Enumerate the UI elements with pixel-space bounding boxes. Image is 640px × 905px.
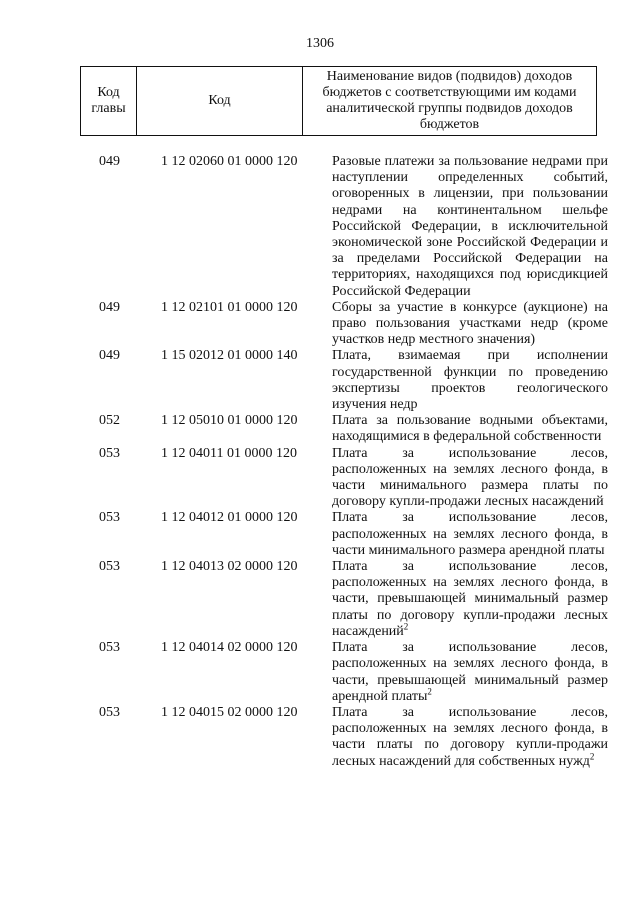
name-text: Сборы за участие в конкурсе (аукционе) на право пользования участками недр (кроме участков недр местного значения)	[332, 299, 608, 348]
name-text: Плата за использование лесов, расположенных на землях лесного фонда, в части платы по договору купли-продажи лесных насаждений для собственных нужд	[332, 704, 608, 769]
table-row	[0, 510, 640, 559]
footnote-mark: 2	[403, 621, 409, 632]
code-cell: 1 12 04013 02 0000 120	[161, 559, 298, 575]
chapter-code-cell: 053	[99, 640, 120, 656]
chapter-code-cell: 053	[99, 445, 120, 461]
table-row	[0, 413, 640, 445]
name-cell	[321, 705, 608, 770]
name-text: Плата за пользование водными объектами, находящимися в федеральной собственности	[332, 413, 608, 445]
name-text: Плата за использование лесов, расположенных на землях лесного фонда, в части, превышающей минимальный размер арендной платы	[332, 640, 608, 704]
table-body	[0, 154, 640, 770]
chapter-code-cell: 052	[99, 413, 120, 429]
code-cell: 1 12 04011 01 0000 120	[161, 445, 297, 461]
name-cell	[321, 640, 608, 705]
name-cell	[321, 559, 608, 640]
table-row	[0, 705, 640, 770]
chapter-code-cell: 049	[99, 154, 120, 169]
table-header	[80, 66, 597, 136]
code-cell: 1 12 05010 01 0000 120	[161, 413, 298, 429]
name-text: Плата, взимаемая при исполнении государственной функции по проведению экспертизы проектов геологического изучения недр	[332, 348, 608, 413]
name-cell	[321, 510, 608, 559]
chapter-code-cell: 049	[99, 299, 120, 315]
name-cell	[321, 348, 608, 413]
footnote-mark: 2	[427, 686, 432, 697]
chapter-code-cell: 053	[99, 559, 120, 575]
name-text: Разовые платежи за пользование недрами при наступлении определенных событий, оговоренных в лицензии, при пользовании недрами на континентальном шельфе Российской Федерации, в исключительной экономической зоне Российской Федерации и за пределами Российской Федерации на территориях, находящихся под юрисдикцией Российской Федерации	[332, 154, 608, 299]
code-cell: 1 12 02101 01 0000 120	[161, 299, 298, 315]
name-cell	[321, 446, 608, 511]
chapter-code-cell: 053	[99, 510, 120, 526]
chapter-code-cell: 049	[99, 348, 120, 364]
name-cell	[321, 413, 608, 445]
header-chapter-code: Код главы	[81, 67, 137, 136]
chapter-code-cell: 053	[99, 704, 120, 720]
table-row	[0, 640, 640, 705]
header-row	[81, 67, 597, 136]
header-code: Код	[137, 67, 303, 136]
name-text: Плата за использование лесов, расположенных на землях лесного фонда, в части минимального размера платы по договору купли-продажи лесных насаждений	[332, 445, 608, 510]
table-row	[0, 559, 640, 640]
code-cell: 1 12 04014 02 0000 120	[161, 640, 298, 656]
table-row	[0, 300, 640, 349]
footnote-mark: 2	[589, 750, 595, 761]
code-cell: 1 12 04015 02 0000 120	[161, 704, 298, 720]
name-text: Плата за использование лесов, расположенных на землях лесного фонда, в части минимального размера арендной платы	[332, 510, 608, 558]
header-name: Наименование видов (подвидов) доходов бюджетов с соответствующими им кодами аналитической группы подвидов доходов бюджетов	[303, 67, 597, 136]
code-cell: 1 12 04012 01 0000 120	[161, 510, 298, 526]
table-row	[0, 348, 640, 413]
code-cell: 1 12 02060 01 0000 120	[161, 154, 298, 169]
name-text: Плата за использование лесов, расположенных на землях лесного фонда, в части, превышающей минимальный размер платы по договору купли-продажи лесных насаждений	[332, 559, 608, 639]
name-cell	[321, 300, 608, 349]
page-number: 1306	[306, 36, 334, 51]
name-cell	[321, 154, 608, 300]
table-row	[0, 154, 640, 300]
code-cell: 1 15 02012 01 0000 140	[161, 348, 298, 364]
table-row	[0, 446, 640, 511]
